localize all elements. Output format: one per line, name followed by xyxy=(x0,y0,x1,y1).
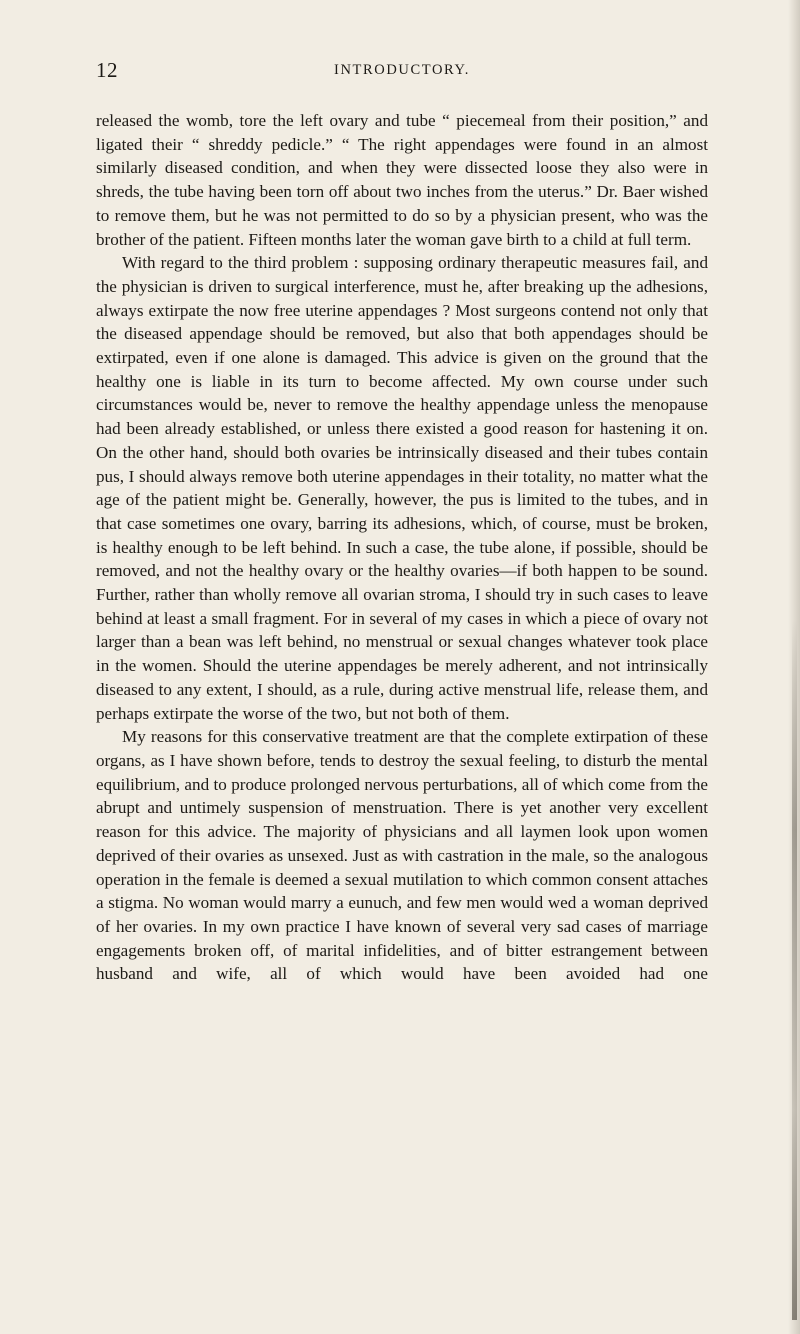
page-number: 12 xyxy=(96,58,118,82)
paragraph-reasons: My reasons for this conservative treatment are that the complete extirpation of these organs, as I have shown before, tends to destroy the sexual feeling, to disturb the mental equilibrium, and to produce prolonged nervous perturbations, all of which come from the abrupt and untimely suspension of menstruation. There is yet another very excellent reason for this advice. The majority of physicians and all laymen look upon women deprived of their ovaries as unsexed. Just as with castration in the male, so the analogous operation in the female is deemed a sexual mutilation to which common consent attaches a stigma. No woman would marry a eunuch, and few men would wed a woman deprived of her ovaries. In my own practice I have known of several very sad cases of marriage engagements broken off, of marital infidelities, and of bitter estrangement between husband and wife, all of which would have been avoided had one xyxy=(96,727,708,984)
body-text xyxy=(96,109,708,986)
running-head-title: INTRODUCTORY. xyxy=(334,62,470,78)
running-head xyxy=(96,58,708,88)
paragraph-continued: released the womb, tore the left ovary and tube “ piecemeal from their position,” and ligated their “ shreddy pedicle.” “ The right appendages were found in an almost similarly diseased condition, and when they were dissected loose they also were in shreds, the tube having been torn off about two inches from the uterus.” Dr. Baer wished to remove them, but he was not permitted to do so by a physician present, who was the brother of the patient. Fifteen months later the woman gave birth to a child at full term. xyxy=(96,111,708,249)
page-edge-marks xyxy=(792,620,797,1320)
paragraph-third-problem: With regard to the third problem : supposing ordinary therapeutic measures fail, and the physician is driven to surgical interference, must he, after breaking up the adhesions, always extirpate the now free uterine appendages ? Most surgeons contend not only that the diseased appendage should be removed, but also that both appendages should be extirpated, even if one alone is damaged. This advice is given on the ground that the healthy one is liable in its turn to become affected. My own course under such circumstances would be, never to remove the healthy appendage unless the menopause had been already established, or unless there existed a good reason for hastening it on. On the other hand, should both ovaries be intrinsically diseased and their tubes contain pus, I should always remove both uterine appendages in their totality, no matter what the age of the patient might be. Generally, however, the pus is limited to the tubes, and in that case sometimes one ovary, barring its adhesions, which, of course, must be broken, is healthy enough to be left behind. In such a case, the tube alone, if possible, should be removed, and not the healthy ovary or the healthy ovaries—if both happen to be sound. Further, rather than wholly remove all ovarian stroma, I should try in such cases to leave behind at least a small fragment. For in several of my cases in which a piece of ovary not larger than a bean was left behind, no menstrual or sexual changes whatever took place in the women. Should the uterine appendages be merely adherent, and not intrinsically diseased to any extent, I should, as a rule, during active menstrual life, release them, and perhaps extirpate the worse of the two, but not both of them. xyxy=(96,253,708,723)
